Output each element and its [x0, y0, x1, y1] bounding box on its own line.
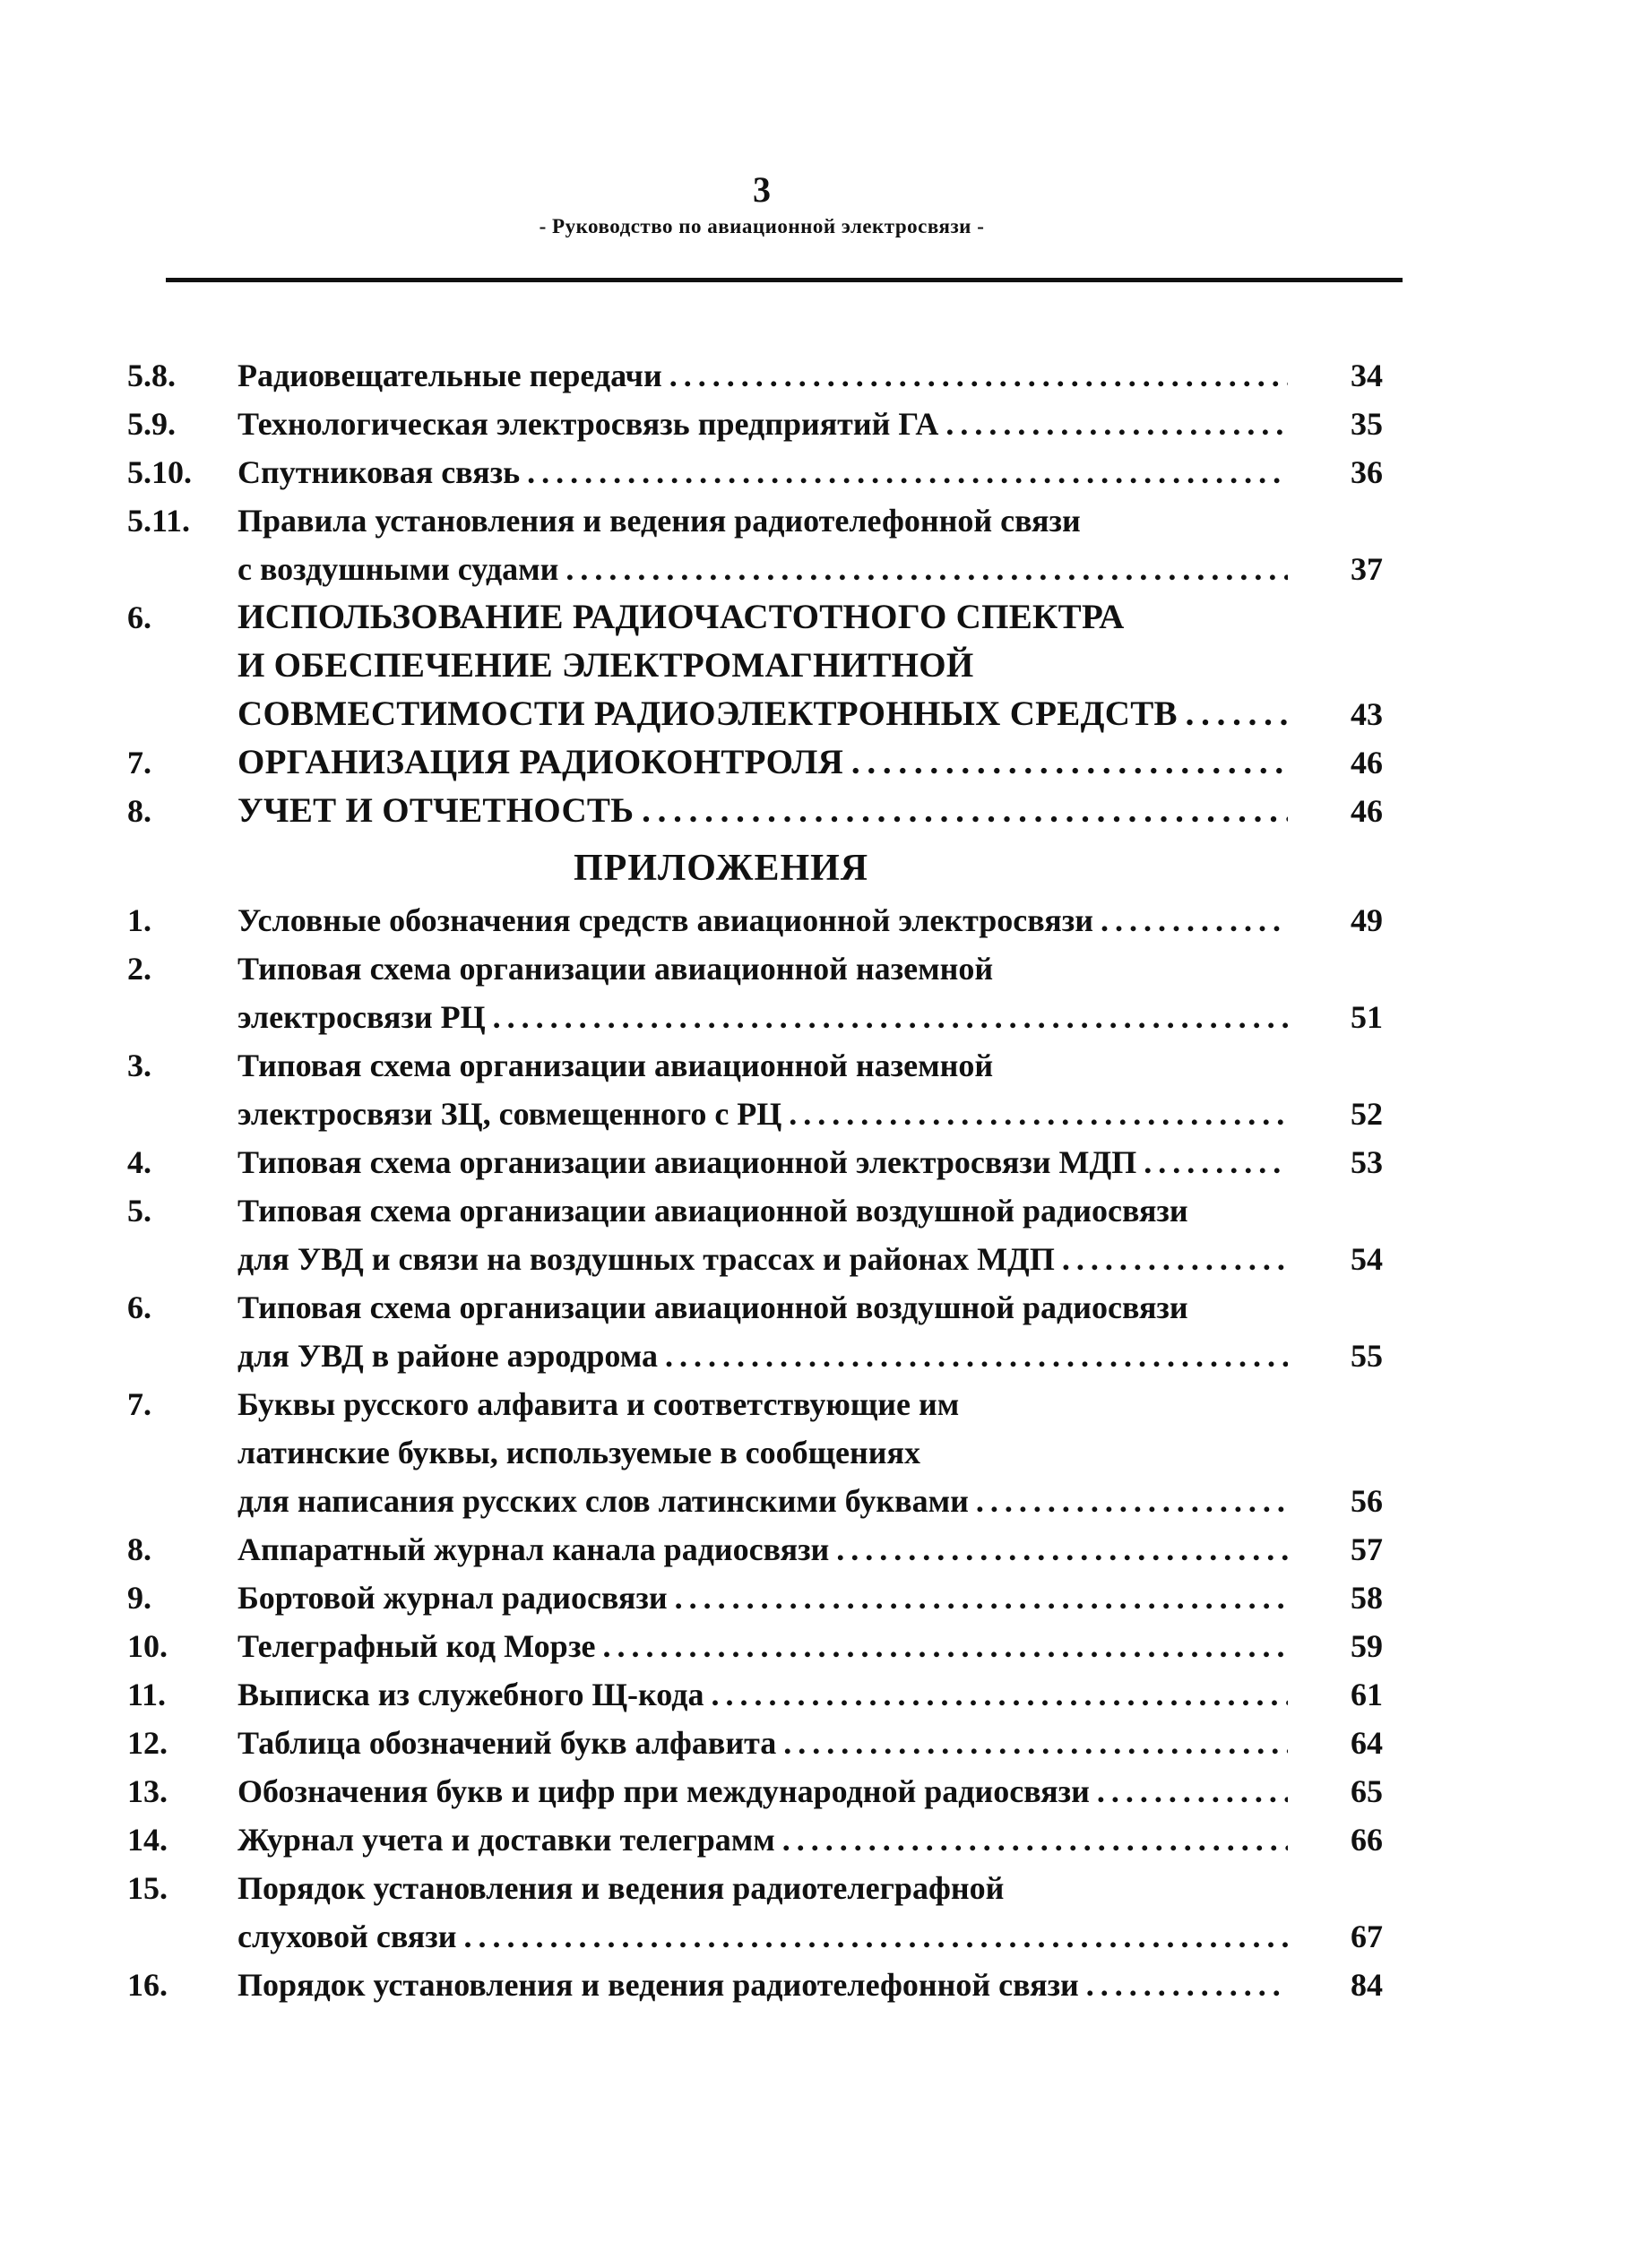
- entry-number: 10.: [127, 1628, 168, 1664]
- entry-title: Буквы русского алфавита и соответствующие им: [237, 1386, 960, 1422]
- entry-page-number: 58: [1351, 1580, 1383, 1616]
- entry-number: 6.: [127, 1289, 151, 1325]
- entry-page-number: 56: [1351, 1483, 1383, 1519]
- entry-page-number: 53: [1351, 1144, 1383, 1180]
- entry-number: 9.: [127, 1580, 151, 1616]
- entry-number: 5.: [127, 1193, 151, 1229]
- entry-title: Типовая схема организации авиационной наземной: [237, 1048, 994, 1083]
- entry-page-number: 61: [1351, 1677, 1383, 1712]
- entry-number: 7.: [127, 1386, 151, 1422]
- entry-number: 6.: [127, 599, 151, 635]
- entry-title: для написания русских слов латинскими буквами . . .: [237, 1477, 1288, 1525]
- entry-page-number: 65: [1351, 1773, 1383, 1809]
- entry-title: для УВД и связи на воздушных трассах и районах МДП . . .: [237, 1235, 1288, 1283]
- entry-number: 2.: [127, 951, 151, 987]
- entry-title: Правила установления и ведения радиотелефонной связи: [237, 503, 1081, 539]
- entry-page-number: 37: [1351, 551, 1383, 587]
- entry-page-number: 54: [1351, 1241, 1383, 1277]
- entry-title: И ОБЕСПЕЧЕНИЕ ЭЛЕКТРОМАГНИТНОЙ: [237, 646, 974, 685]
- entry-number: 14.: [127, 1822, 168, 1858]
- entry-number: 1.: [127, 902, 151, 938]
- entry-title: Условные обозначения средств авиационной электросвязи . . .: [237, 896, 1288, 944]
- entry-title: латинские буквы, используемые в сообщениях: [237, 1435, 920, 1470]
- entry-number: 15.: [127, 1870, 168, 1906]
- entry-page-number: 35: [1351, 406, 1383, 442]
- entry-title: Типовая схема организации авиационной воздушной радиосвязи: [237, 1193, 1188, 1229]
- entry-title: Типовая схема организации авиационной наземной: [237, 951, 994, 987]
- entry-page-number: 67: [1351, 1919, 1383, 1954]
- entry-title: электросвязи РЦ . . .: [237, 993, 1288, 1041]
- entry-number: 16.: [127, 1967, 168, 2003]
- entry-number: 5.8.: [127, 358, 176, 393]
- entry-page-number: 43: [1351, 696, 1383, 732]
- entry-title: Телеграфный код Морзе . . .: [237, 1622, 1288, 1670]
- entry-title: Порядок установления и ведения радиотелеграфной: [237, 1870, 1005, 1906]
- entry-page-number: 49: [1351, 902, 1383, 938]
- entry-title: СОВМЕСТИМОСТИ РАДИОЭЛЕКТРОННЫХ СРЕДСТВ . . .: [237, 690, 1288, 738]
- entry-title: Порядок установления и ведения радиотелефонной связи . . .: [237, 1961, 1288, 2009]
- entry-page-number: 51: [1351, 999, 1383, 1035]
- entry-title: Обозначения букв и цифр при международной радиосвязи . . .: [237, 1767, 1288, 1815]
- entry-title: Радиовещательные передачи . . .: [237, 351, 1288, 400]
- entry-title: Типовая схема организации авиационной электросвязи МДП . . .: [237, 1138, 1288, 1186]
- entry-page-number: 34: [1351, 358, 1383, 393]
- entry-title: Спутниковая связь . . .: [237, 448, 1288, 496]
- entry-title: Выписка из служебного Щ-кода . . .: [237, 1670, 1288, 1719]
- entry-title: для УВД в районе аэродрома . . .: [237, 1332, 1288, 1380]
- entry-page-number: 46: [1351, 793, 1383, 829]
- running-title: - Руководство по авиационной электросвязи -: [539, 215, 985, 237]
- entry-title: ИСПОЛЬЗОВАНИЕ РАДИОЧАСТОТНОГО СПЕКТРА: [237, 598, 1125, 636]
- entry-page-number: 64: [1351, 1725, 1383, 1761]
- entry-number: 13.: [127, 1773, 168, 1809]
- entry-number: 11.: [127, 1677, 167, 1712]
- entry-title: ОРГАНИЗАЦИЯ РАДИОКОНТРОЛЯ . . .: [237, 738, 1288, 787]
- entry-title: Аппаратный журнал канала радиосвязи . . .: [237, 1525, 1288, 1574]
- entry-number: 8.: [127, 1531, 151, 1567]
- entry-number: 8.: [127, 793, 151, 829]
- entry-number: 12.: [127, 1725, 168, 1761]
- entry-number: 7.: [127, 745, 151, 780]
- entry-page-number: 84: [1351, 1967, 1383, 2003]
- entry-title: электросвязи ЗЦ, совмещенного с РЦ . . .: [237, 1090, 1288, 1138]
- entry-number: 5.11.: [127, 503, 191, 539]
- entry-number: 5.10.: [127, 454, 192, 490]
- entry-title: Журнал учета и доставки телеграмм . . .: [237, 1815, 1288, 1864]
- entry-number: 4.: [127, 1144, 151, 1180]
- entry-page-number: 52: [1351, 1096, 1383, 1132]
- entry-page-number: 55: [1351, 1338, 1383, 1374]
- entry-page-number: 66: [1351, 1822, 1383, 1858]
- entry-title: УЧЕТ И ОТЧЕТНОСТЬ . . .: [237, 787, 1288, 835]
- entry-page-number: 36: [1351, 454, 1383, 490]
- entry-title: слуховой связи . . .: [237, 1912, 1288, 1961]
- page-number: 3: [753, 169, 771, 210]
- entry-title: Таблица обозначений букв алфавита . . .: [237, 1719, 1288, 1767]
- entry-page-number: 46: [1351, 745, 1383, 780]
- entry-number: 3.: [127, 1048, 151, 1083]
- entry-title: Технологическая электросвязь предприятий ГА . . .: [237, 400, 1288, 448]
- entry-number: 5.9.: [127, 406, 176, 442]
- entry-title: Бортовой журнал радиосвязи . . .: [237, 1574, 1288, 1622]
- entry-title: с воздушными судами . . .: [237, 545, 1288, 593]
- entry-title: Типовая схема организации авиационной воздушной радиосвязи: [237, 1289, 1188, 1325]
- entry-page-number: 59: [1351, 1628, 1383, 1664]
- appendix-heading-label: ПРИЛОЖЕНИЯ: [574, 848, 869, 889]
- entry-page-number: 57: [1351, 1531, 1383, 1567]
